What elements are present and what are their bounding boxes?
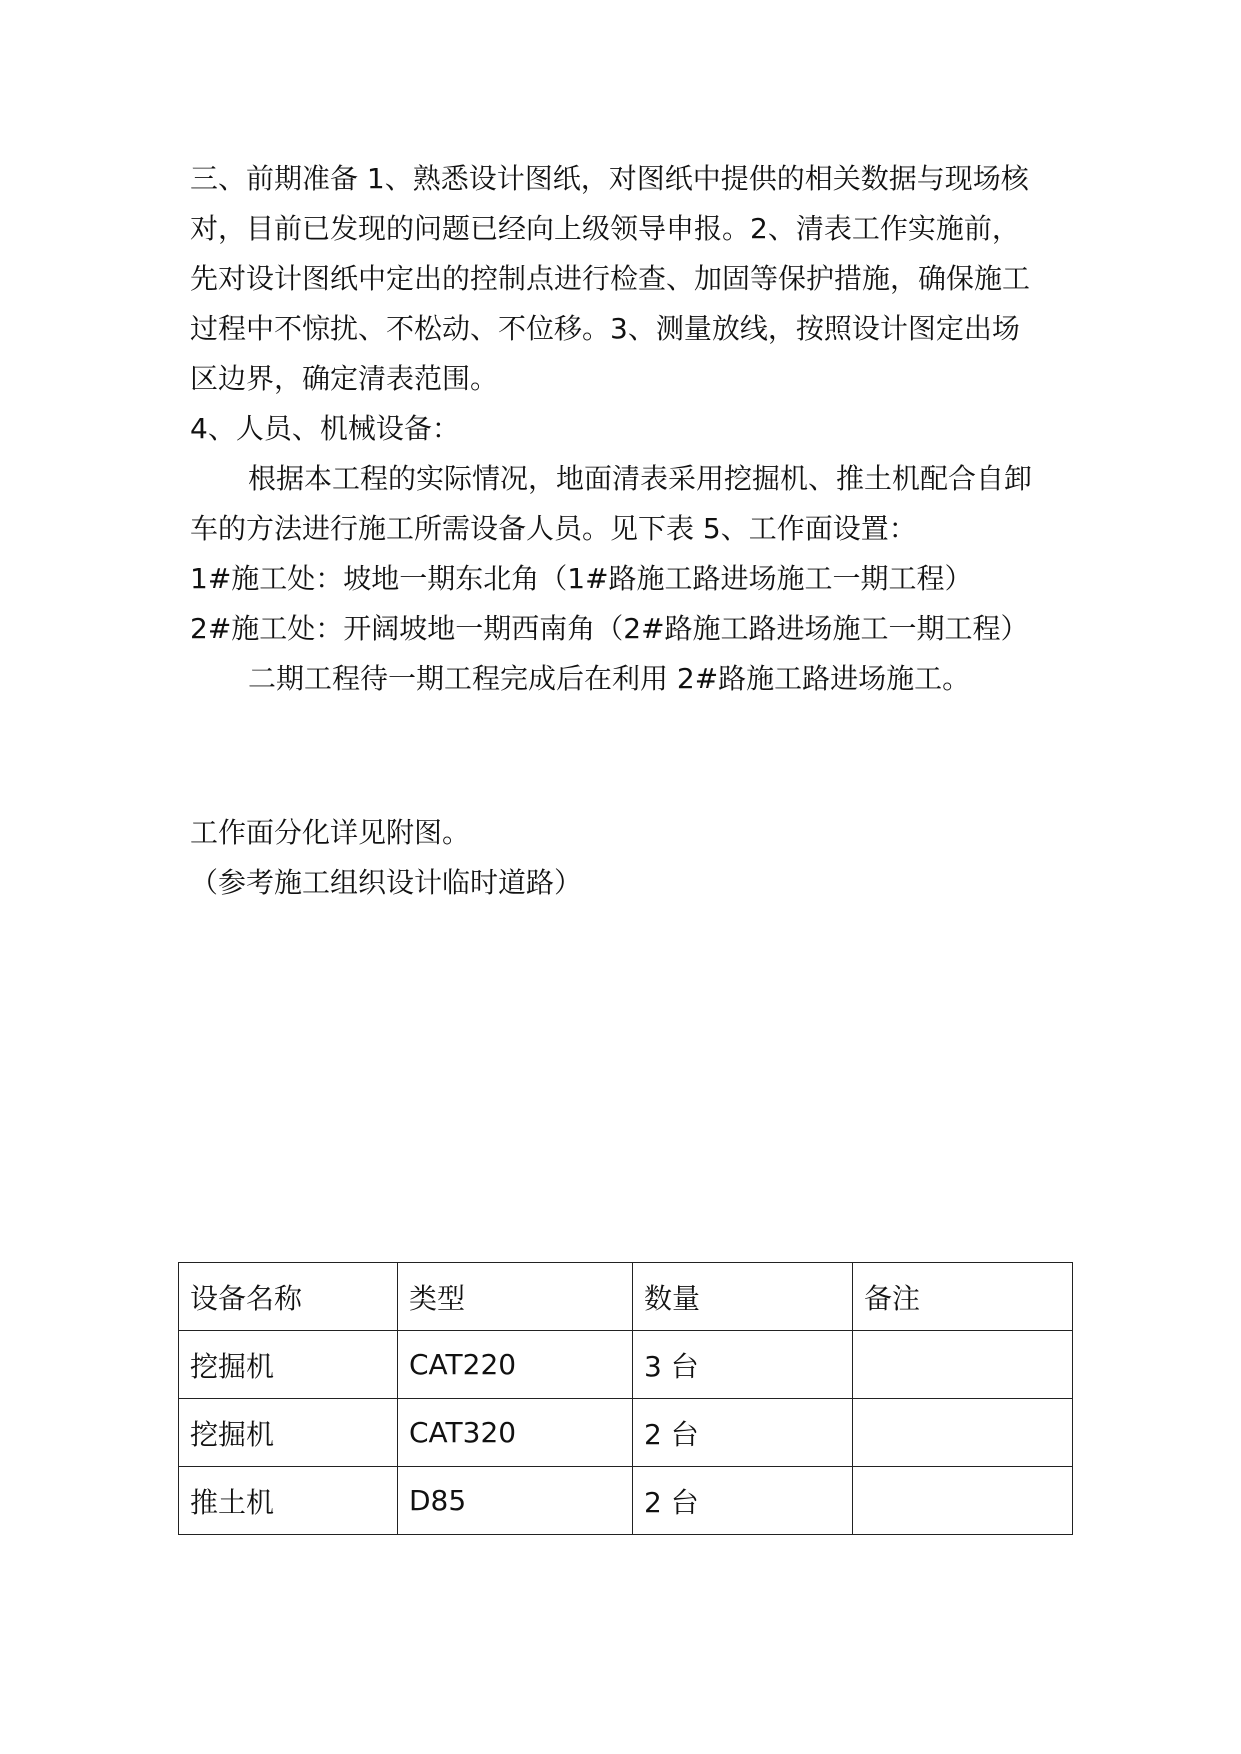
tail-text xyxy=(190,808,1070,908)
paragraph-line: 根据本工程的实际情况，地面清表采用挖掘机、推土机配合自卸 xyxy=(248,462,1033,495)
table-cell xyxy=(853,1467,1073,1535)
table-cell xyxy=(853,1331,1073,1399)
paragraph-line: 1#施工处：坡地一期东北角（1#路施工路进场施工一期工程） xyxy=(190,562,973,595)
table-cell: CAT220 xyxy=(398,1331,633,1399)
paragraph-line: 2#施工处：开阔坡地一期西南角（2#路施工路进场施工一期工程） xyxy=(190,612,1029,645)
table-cell: CAT320 xyxy=(398,1399,633,1467)
table-cell: 挖掘机 xyxy=(179,1331,398,1399)
body-text xyxy=(190,154,1070,704)
paragraph-line: （参考施工组织设计临时道路） xyxy=(190,866,583,899)
paragraph-line: 对，目前已发现的问题已经向上级领导申报。2、清表工作实施前， xyxy=(190,212,1020,245)
table-row xyxy=(179,1399,1073,1467)
table-cell: 2 台 xyxy=(633,1399,853,1467)
paragraph-line: 二期工程待一期工程完成后在利用 2#路施工路进场施工。 xyxy=(248,662,971,695)
table-cell xyxy=(853,1399,1073,1467)
table-header-cell: 类型 xyxy=(398,1263,633,1331)
paragraph-line: 车的方法进行施工所需设备人员。见下表 5、工作面设置： xyxy=(190,512,917,545)
table-row xyxy=(179,1467,1073,1535)
table-cell: 挖掘机 xyxy=(179,1399,398,1467)
equipment-table xyxy=(178,1262,1073,1535)
paragraph-line: 先对设计图纸中定出的控制点进行检查、加固等保护措施，确保施工 xyxy=(190,262,1031,295)
table-cell: 3 台 xyxy=(633,1331,853,1399)
table-header-cell: 设备名称 xyxy=(179,1263,398,1331)
table-cell: D85 xyxy=(398,1467,633,1535)
table-cell: 2 台 xyxy=(633,1467,853,1535)
paragraph-line: 三、前期准备 1、熟悉设计图纸，对图纸中提供的相关数据与现场核 xyxy=(190,162,1029,195)
section-heading: 4、人员、机械设备： xyxy=(190,412,460,445)
table-header-row xyxy=(179,1263,1073,1331)
table-cell: 推土机 xyxy=(179,1467,398,1535)
table-header-cell: 数量 xyxy=(633,1263,853,1331)
table-header-cell: 备注 xyxy=(853,1263,1073,1331)
paragraph-line: 区边界，确定清表范围。 xyxy=(190,362,499,395)
table-row xyxy=(179,1331,1073,1399)
paragraph-line: 工作面分化详见附图。 xyxy=(190,816,471,849)
paragraph-line: 过程中不惊扰、不松动、不位移。3、测量放线，按照设计图定出场 xyxy=(190,312,1020,345)
